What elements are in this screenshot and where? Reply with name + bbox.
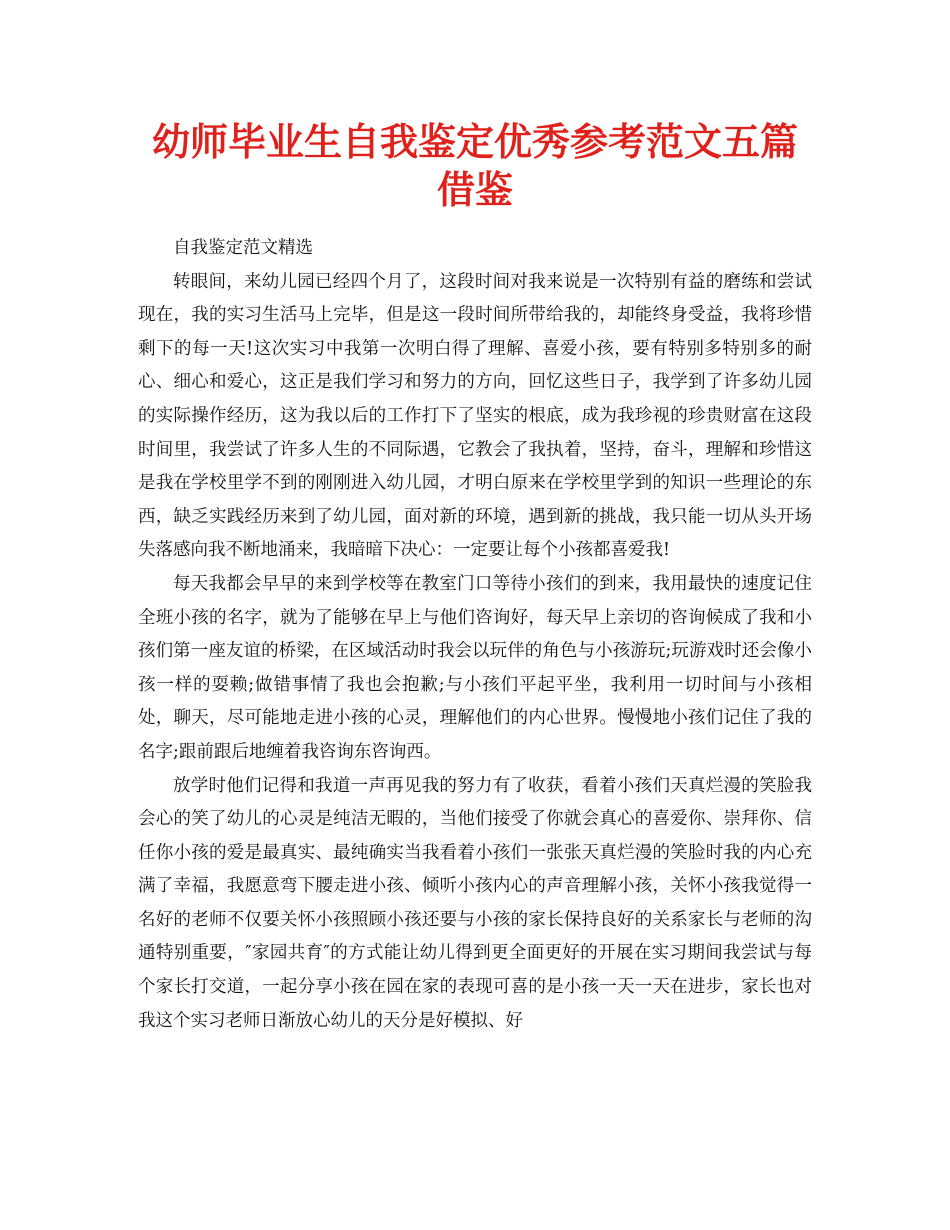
paragraph-2: 每天我都会早早的来到学校等在教室门口等待小孩们的到来，我用最快的速度记住全班小孩的名字，就为了能够在早上与他们咨询好，每天早上亲切的咨询候成了我和小孩们第一座友谊的桥梁，在区域活动时我会以玩伴的角色与小孩游玩;玩游戏时还会像小孩一样的耍赖;做错事情了我也会抱歉;与小孩们平起平坐，我利用一切时间与小孩相处，聊天，尽可能地走进小孩的心灵，理解他们的内心世界。慢慢地小孩们记住了我的名字;跟前跟后地缠着我咨询东咨询西。 — [138, 573, 812, 762]
paragraph-3: 放学时他们记得和我道一声再见我的努力有了收获，看着小孩们天真烂漫的笑脸我会心的笑了幼儿的心灵是纯洁无暇的，当他们接受了你就会真心的喜爱你、崇拜你、信任你小孩的爱是最真实、最纯确实当我看着小孩们一张张天真烂漫的笑脸时我的内心充满了幸福，我愿意弯下腰走进小孩、倾听小孩内心的声音理解小孩，关怀小孩我觉得一名好的老师不仅要关怀小孩照顾小孩还要与小孩的家长保持良好的关系家长与老师的沟通特别重要，″家园共育″的方式能让幼儿得到更全面更好的开展在实习期间我尝试与每个家长打交道，一起分享小孩在园在家的表现可喜的是小孩一天一天在进步，家长也对我这个实习老师日渐放心幼儿的天分是好模拟、好 — [138, 775, 812, 1031]
paragraph-1: 转眼间，来幼儿园已经四个月了，这段时间对我来说是一次特别有益的磨练和尝试现在，我的实习生活马上完毕，但是这一段时间所带给我的，却能终身受益，我将珍惜剩下的每一天!这次实习中我第一次明白得了理解、喜爱小孩，要有特别多特别多的耐心、细心和爱心，这正是我们学习和努力的方向，回忆这些日子，我学到了许多幼儿园的实际操作经历，这为我以后的工作打下了坚实的根底，成为我珍视的珍贵财富在这段时间里，我尝试了许多人生的不同际遇，它教会了我执着，坚持，奋斗，理解和珍惜这是我在学校里学不到的刚刚进入幼儿园，才明白原来在学校里学到的知识一些理论的东西，缺乏实践经历来到了幼儿园，面对新的环境，遇到新的挑战，我只能一切从头开场失落感向我不断地涌来，我暗暗下决心：一定要让每个小孩都喜爱我! — [138, 271, 812, 561]
document-title: 幼师毕业生自我鉴定优秀参考范文五篇借鉴 — [151, 120, 798, 212]
document-body — [138, 232, 812, 1038]
document-subtitle: 自我鉴定范文精选 — [173, 238, 313, 258]
